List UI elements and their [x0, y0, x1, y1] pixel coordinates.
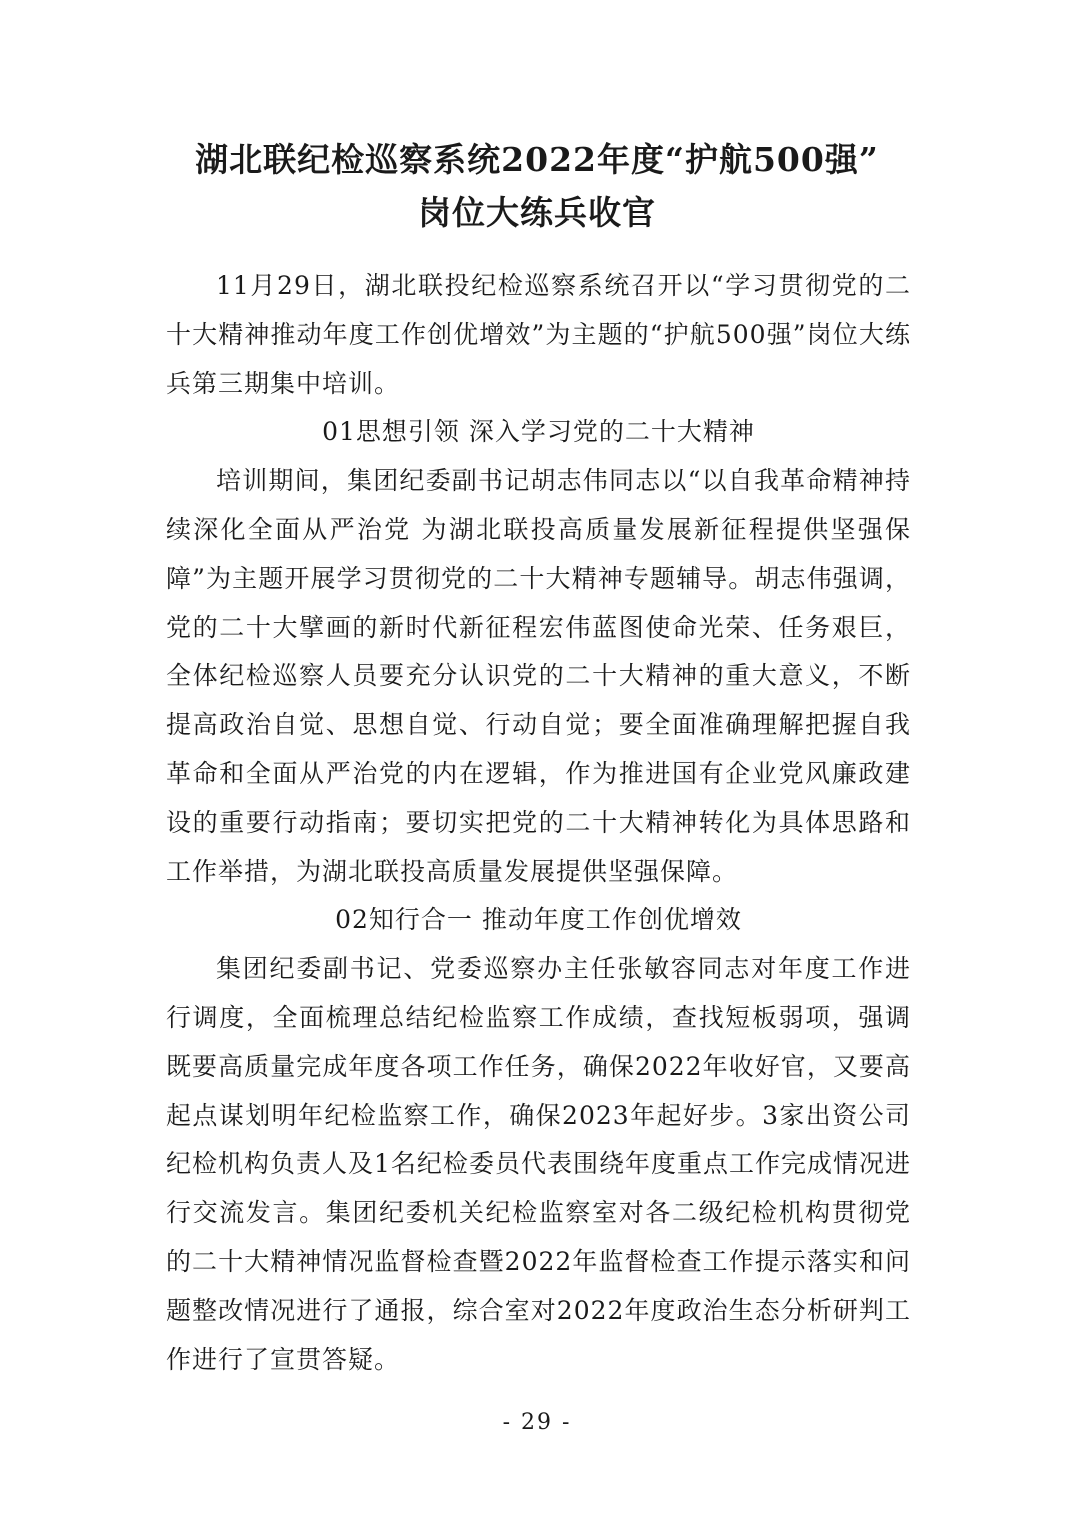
section-2-heading: 02知行合一 推动年度工作创优增效	[335, 905, 742, 935]
section-2-paragraph: 集团纪委副书记、党委巡察办主任张敏容同志对年度工作进行调度，全面梳理总结纪检监察工作成绩，查找短板弱项，强调既要高质量完成年度各项工作任务，确保2022年收好官，又要高起点谋划明年纪检监察工作，确保2023年起好步。3家出资公司纪检机构负责人及1名纪检委员代表围绕年度重点工作完成情况进行交流发言。集团纪委机关纪检监察室对各二级纪检机构贯彻党的二十大精神情况监督检查暨2022年监督检查工作提示落实和问题整改情况进行了通报，综合室对2022年度政治生态分析研判工作进行了宣贯答疑。	[166, 954, 911, 1374]
page-number: - 29 -	[502, 1410, 572, 1435]
document-title-line-2: 岗位大练兵收官	[418, 193, 656, 232]
section-1-paragraph: 培训期间，集团纪委副书记胡志伟同志以“以自我革命精神持续深化全面从严治党 为湖北联投高质量发展新征程提供坚强保障”为主题开展学习贯彻党的二十大精神专题辅导。胡志伟强调，党的二十大擘画的新时代新征程宏伟蓝图使命光荣、任务艰巨，全体纪检巡察人员要充分认识党的二十大精神的重大意义，不断提高政治自觉、思想自觉、行动自觉；要全面准确理解把握自我革命和全面从严治党的内在逻辑，作为推进国有企业党风廉政建设的重要行动指南；要切实把党的二十大精神转化为具体思路和工作举措，为湖北联投高质量发展提供坚强保障。	[166, 466, 911, 886]
document-title-line-1: 湖北联纪检巡察系统2022年度“护航500强”	[195, 140, 879, 179]
section-1-heading: 01思想引领 深入学习党的二十大精神	[322, 417, 755, 447]
intro-paragraph: 11月29日，湖北联投纪检巡察系统召开以“学习贯彻党的二十大精神推动年度工作创优增效”为主题的“护航500强”岗位大练兵第三期集中培训。	[166, 271, 911, 398]
document-body	[166, 262, 911, 1384]
